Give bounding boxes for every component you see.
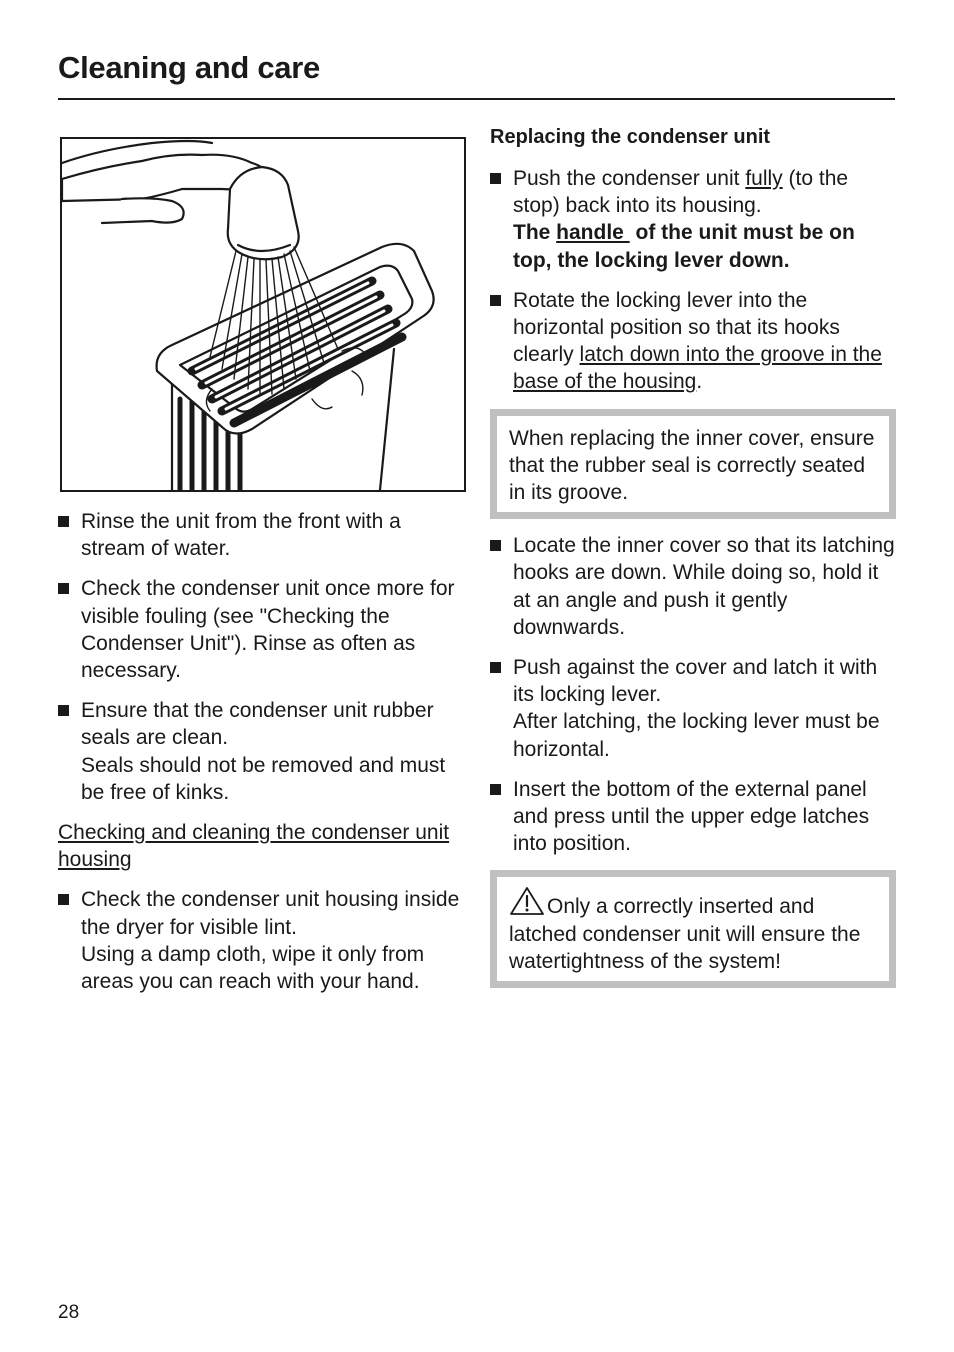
- note-text: When replacing the inner cover, ensure that the rubber seal is correctly seated in its groove.: [509, 426, 875, 505]
- text-run: Push the condenser unit: [513, 167, 746, 190]
- list-item-text: Seals should not be removed and must be free of kinks.: [81, 753, 446, 804]
- warning-box: [490, 870, 896, 988]
- bullet-square-icon: [58, 894, 69, 905]
- shower-rinse-icon: [62, 139, 464, 490]
- bullet-square-icon: [58, 583, 69, 594]
- list-item-text: Rinse the unit from the front with a stream of water.: [81, 510, 401, 561]
- list-item-text: Locate the inner cover so that its latching hooks are down. While doing so, hold it at an angle and push it gently downwards.: [513, 534, 895, 639]
- text-run: .: [696, 370, 703, 394]
- bullet-square-icon: [490, 295, 501, 306]
- left-column: [58, 508, 463, 995]
- list-item-text: After latching, the locking lever must be horizontal.: [513, 710, 880, 761]
- list-item: [58, 575, 463, 684]
- section-heading-replacing: Replacing the condenser unit: [490, 126, 771, 148]
- list-item: [490, 654, 896, 763]
- underlined-text: fully: [745, 167, 783, 190]
- list-item: [58, 886, 463, 995]
- list-item-text: Check the condenser unit once more for visible fouling (see "Checking the Condenser Unit"). Rinse as often as necessary.: [81, 577, 455, 683]
- list-item-text: [513, 165, 896, 219]
- bullet-square-icon: [490, 662, 501, 673]
- page-number: 28: [58, 1302, 80, 1323]
- condenser-rinse-illustration: [60, 137, 466, 492]
- list-item-text: [513, 287, 896, 396]
- list-item-text: Insert the bottom of the external panel and press until the upper edge latches into position.: [513, 777, 870, 856]
- list-item: [58, 508, 463, 562]
- list-item-text: Push against the cover and latch it with its locking lever.: [513, 656, 878, 707]
- list-item: [490, 287, 896, 396]
- list-item: [58, 697, 463, 806]
- list-item-text: Ensure that the condenser unit rubber seals are clean.: [81, 699, 434, 750]
- bullet-square-icon: [58, 516, 69, 527]
- bullet-square-icon: [490, 540, 501, 551]
- underlined-text: latch down into the groove in the base of the housing: [513, 343, 882, 394]
- page-title: Cleaning and care: [58, 50, 320, 85]
- list-item: [490, 165, 896, 274]
- warning-triangle-icon: [509, 886, 545, 916]
- note-box: [490, 409, 896, 520]
- text-run: Rotate the locking lever into the horizontal position so that its hooks clearly: [513, 288, 840, 367]
- list-item: [490, 532, 896, 641]
- warning-text: Only a correctly inserted and latched condenser unit will ensure the watertightness of the system!: [509, 895, 861, 973]
- text-run: of the unit must be on top, the locking lever down.: [513, 221, 855, 272]
- bullet-square-icon: [490, 173, 501, 184]
- bullet-square-icon: [58, 705, 69, 716]
- list-item-text: Check the condenser unit housing inside the dryer for visible lint.: [81, 888, 460, 939]
- text-run: The: [513, 221, 557, 245]
- list-item: [490, 776, 896, 858]
- list-item-text: Using a damp cloth, wipe it only from areas you can reach with your hand.: [81, 942, 425, 994]
- bullet-square-icon: [490, 784, 501, 795]
- section-heading-housing: Checking and cleaning the condenser unit housing: [58, 821, 450, 872]
- text-run: (to the stop) back into its housing.: [513, 167, 849, 218]
- underlined-text: handle: [556, 221, 630, 245]
- list-item-emphasis: [513, 219, 896, 273]
- title-rule: [58, 98, 895, 100]
- right-column: [490, 123, 896, 988]
